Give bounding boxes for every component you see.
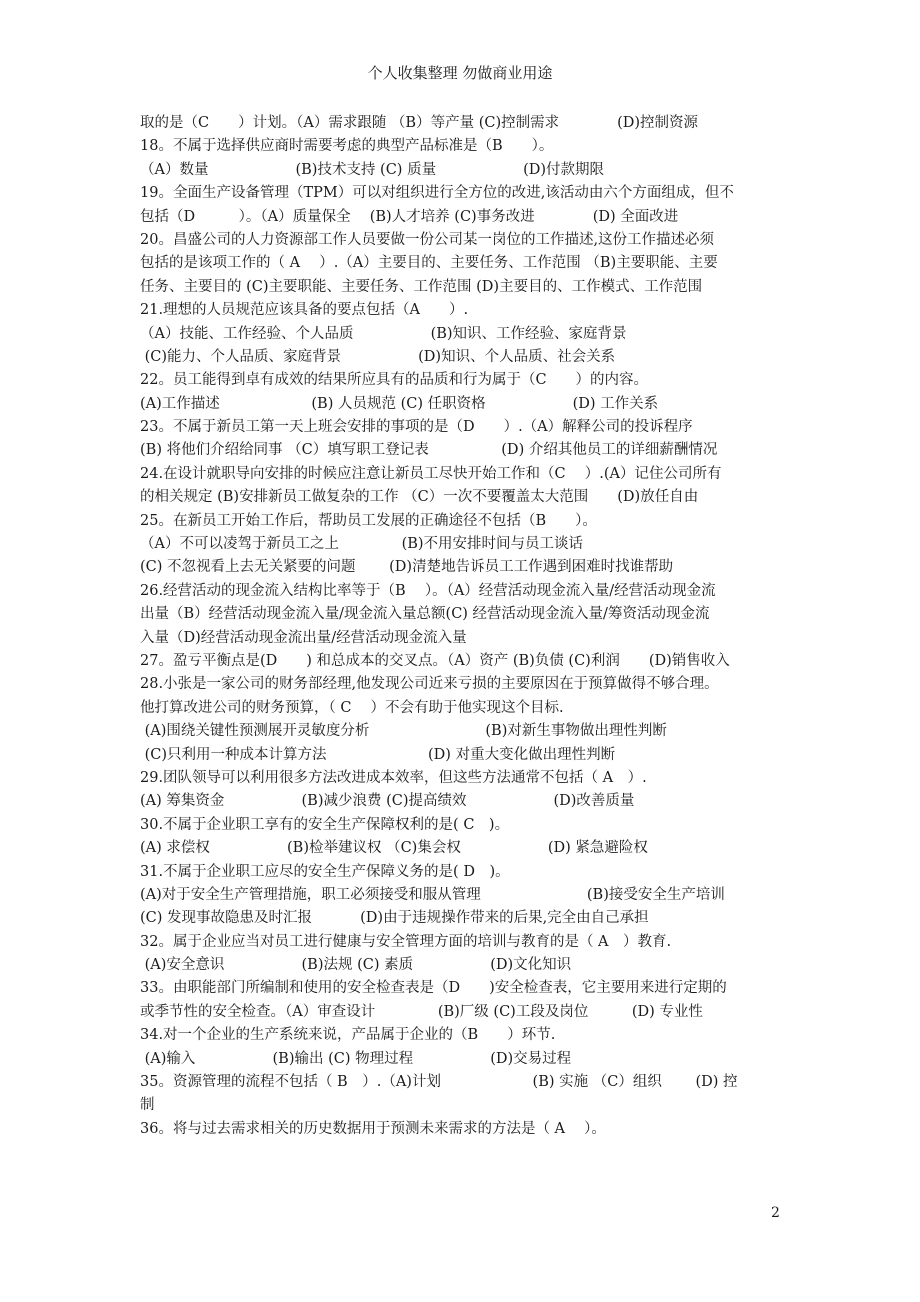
text-line: 29.团队领导可以利用很多方法改进成本效率，但这些方法通常不包括（ A ）. xyxy=(140,769,647,786)
text-line: (C)只利用一种成本计算方法 (D) 对重大变化做出理性判断 xyxy=(140,746,616,763)
text-line: (B) 将他们介绍给同事 （C）填写职工登记表 (D) 介绍其他员工的详细薪酬情况 xyxy=(140,442,718,459)
text-line: (A)安全意识 (B)法规 (C) 素质 (D)文化知识 xyxy=(140,957,572,974)
text-line: (A)输入 (B)输出 (C) 物理过程 (D)交易过程 xyxy=(140,1050,572,1067)
text-line: 28.小张是一家公司的财务部经理,他发现公司近来亏损的主要原因在于预算做得不够合理。 xyxy=(140,676,719,693)
text-line: （A）数量 (B)技术支持 (C) 质量 (D)付款期限 xyxy=(140,161,605,178)
text-line: 33。由职能部门所编制和使用的安全检查表是（D )安全检查表，它主要用来进行定期的 xyxy=(140,980,727,997)
text-line: 31.不属于企业职工应尽的安全生产保障义务的是( D )。 xyxy=(140,863,510,880)
text-line: 25。在新员工开始工作后，帮助员工发展的正确途径不包括（B ）。 xyxy=(140,512,597,529)
text-line: (A)对于安全生产管理措施，职工必须接受和服从管理 (B)接受安全生产培训 xyxy=(140,886,725,903)
text-line: (A) 筹集资金 (B)减少浪费 (C)提高绩效 (D)改善质量 xyxy=(140,793,635,810)
text-line: 34.对一个企业的生产系统来说，产品属于企业的（B ）环节. xyxy=(140,1027,556,1044)
text-line: (A) 求偿权 (B)检举建议权 （C)集会权 (D) 紧急避险权 xyxy=(140,840,648,857)
text-line: (C)能力、个人品质、家庭背景 (D)知识、个人品质、社会关系 xyxy=(140,348,616,365)
page-number: 2 xyxy=(771,1205,780,1221)
page-header: 个人收集整理 勿做商业用途 xyxy=(367,64,553,82)
text-line: (C) 发现事故隐患及时汇报 (D)由于违规操作带来的后果,完全由自己承担 xyxy=(140,910,649,927)
text-line: (A)围绕关键性预测展开灵敏度分析 (B)对新生事物做出理性判断 xyxy=(140,723,667,740)
text-line: 或季节性的安全检查。（A）审查设计 (B)厂级 (C)工段及岗位 (D) 专业性 xyxy=(140,1003,703,1020)
text-line: 19。全面生产设备管理（TPM）可以对组织进行全方位的改进,该活动由六个方面组成，但不 xyxy=(140,185,734,202)
text-line: 入量（D)经营活动现金流出量/经营活动现金流入量 xyxy=(140,629,467,646)
text-line: 24.在设计就职导向安排的时候应注意让新员工尽快开始工作和（C ）.(A）记住公司所有 xyxy=(140,465,722,482)
text-line: 21.理想的人员规范应该具备的要点包括（A ）. xyxy=(140,302,469,319)
text-line: 包括（D ）。（A）质量保全 (B)人才培养 (C)事务改进 (D) 全面改进 xyxy=(140,208,679,225)
text-line: 35。资源管理的流程不包括（ B ）.（A)计划 (B) 实施 （C）组织 (D) 控 xyxy=(140,1074,738,1091)
text-line: （A）技能、工作经验、个人品质 (B)知识、工作经验、家庭背景 xyxy=(140,325,627,342)
text-line: （A）不可以凌驾于新员工之上 (B)不用安排时间与员工谈话 xyxy=(140,536,584,553)
text-line: 23。不属于新员工第一天上班会安排的事项的是（D ）.（A）解释公司的投诉程序 xyxy=(140,419,693,436)
text-line: 18。不属于选择供应商时需要考虑的典型产品标准是（B ）。 xyxy=(140,138,554,155)
text-line: 出量（B）经营活动现金流入量/现金流入量总额(C) 经营活动现金流入量/筹资活动现金流 xyxy=(140,606,710,623)
text-line: 26.经营活动的现金流入结构比率等于（B ）。（A）经营活动现金流入量/经营活动现金流 xyxy=(140,582,716,599)
text-line: 制 xyxy=(140,1097,155,1114)
text-line: (C) 不忽视看上去无关紧要的问题 (D)清楚地告诉员工工作遇到困难时找谁帮助 xyxy=(140,559,674,576)
text-line: 的相关规定 (B)安排新员工做复杂的工作 （C）一次不要覆盖太大范围 (D)放任自由 xyxy=(140,489,699,506)
document-body xyxy=(140,112,792,1141)
text-line: 他打算改进公司的财务预算，（ C ）不会有助于他实现这个目标. xyxy=(140,699,564,716)
text-line: 20。昌盛公司的人力资源部工作人员要做一份公司某一岗位的工作描述,这份工作描述必须 xyxy=(140,231,715,248)
text-line: 32。属于企业应当对员工进行健康与安全管理方面的培训与教育的是（ A ）教育. xyxy=(140,933,672,950)
text-line: 任务、主要目的 (C)主要职能、主要任务、工作范围 (D)主要目的、工作模式、工作范围 xyxy=(140,278,703,295)
text-line: 包括的是该项工作的（ A ）.（A）主要目的、主要任务、工作范围 （B)主要职能、主要 xyxy=(140,255,718,272)
text-line: (A)工作描述 (B) 人员规范 (C) 任职资格 (D) 工作关系 xyxy=(140,395,659,412)
text-line: 27。盈亏平衡点是(D ) 和总成本的交叉点。（A）资产 (B)负债 (C)利润 (D)销售收入 xyxy=(140,652,730,669)
text-line: 30.不属于企业职工享有的安全生产保障权利的是( C )。 xyxy=(140,816,510,833)
text-line: 36。将与过去需求相关的历史数据用于预测未来需求的方法是（ A ）。 xyxy=(140,1120,606,1137)
text-line: 22。员工能得到卓有成效的结果所应具有的品质和行为属于（C ）的内容。 xyxy=(140,372,649,389)
text-line: 取的是（C ）计划。（A）需求跟随 （B）等产量 (C)控制需求 (D)控制资源 xyxy=(140,115,699,131)
